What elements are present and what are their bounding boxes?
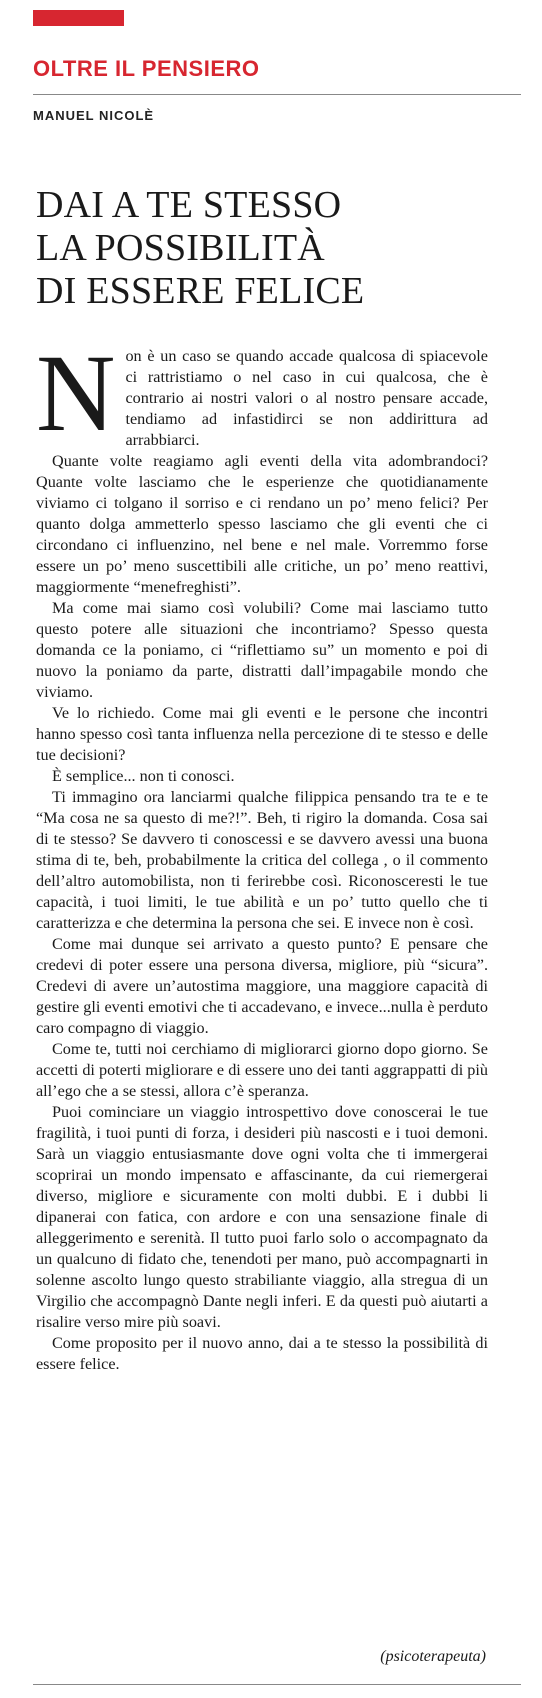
- paragraph: Come te, tutti noi cerchiamo di migliorarci giorno dopo giorno. Se accetti di poterti migliorare e di essere uno dei tanti aggrappatti di più all’ego che a se stessi, allora c’è speranza.: [36, 1040, 488, 1100]
- paragraph: È semplice... non ti conosci.: [52, 767, 235, 785]
- paragraph: Ti immagino ora lanciarmi qualche filippica pensando tra te e te “Ma cosa ne sa questo di me?!”. Beh, ti rigiro la domanda. Cosa sai di te stesso? Se davvero ti conoscessi e se davvero avessi una buona stima di te, beh, probabilmente la critica del collega , o il commento dell’altro automobilista, non ti ferirebbe così. Riconosceresti le tue capacità, i tuoi limiti, le tue abilità e un po’ tutto quello che ti caratterizza e che determina la persona che sei. E invece non è così.: [36, 788, 488, 932]
- headline-line-2: LA POSSIBILITÀ: [36, 227, 325, 269]
- paragraph: Come mai dunque sei arrivato a questo punto? E pensare che credevi di poter essere una persona diversa, migliore, più “sicura”. Credevi di avere un’autostima maggiore, una maggiore capacità di gestire gli eventi emotivi che ti accadevano, e invece...nulla è perduto caro compagno di viaggio.: [36, 935, 488, 1037]
- paragraph: [36, 332, 488, 454]
- divider-bottom: [33, 1684, 521, 1685]
- paragraph: Ma come mai siamo così volubili? Come mai lasciamo tutto questo potere alle situazioni che incontriamo? Spesso questa domanda ce la poniamo, ci “riflettiamo su” un momento e poi di nuovo la poniamo da parte, distratti dall’impagabile mondo che viviamo.: [36, 599, 488, 701]
- section-color-bar: [33, 10, 124, 26]
- paragraph: Quante volte reagiamo agli eventi della vita adombrandoci? Quante volte lasciamo che le esperienze che quotidianamente viviamo ci tolgano il sorriso e ci rendano un po’ meno felici? Per quanto dolga ammetterlo spesso lasciamo che gli eventi che ci circondano ci influenzino, nel bene e nel male. Vorremmo forse essere un po’ meno suscettibili alle critiche, un po’ meno reattivi, maggiormente “menefreghisti”.: [36, 452, 488, 596]
- headline-line-1: DAI A TE STESSO: [36, 184, 342, 226]
- article-headline: [36, 184, 506, 313]
- article-body: [36, 332, 488, 1375]
- author-byline: MANUEL NICOLÈ: [33, 108, 155, 123]
- divider-top: [33, 94, 521, 95]
- drop-cap: N: [36, 332, 116, 454]
- author-signature: (psicoterapeuta): [380, 1648, 486, 1665]
- paragraph: Ve lo richiedo. Come mai gli eventi e le persone che incontri hanno spesso così tanta influenza nella percezione di te stesso e delle tue decisioni?: [36, 704, 488, 764]
- headline-line-3: DI ESSERE FELICE: [36, 270, 365, 312]
- paragraph: Puoi cominciare un viaggio introspettivo dove conoscerai le tue fragilità, i tuoi punti di forza, i desideri più nascosti e i tuoi demoni. Sarà un viaggio entusiasmante dove ogni volta che ti immergerai scoprirai un mondo impensato e affascinante, da cui riemergerai diverso, migliore e sicuramente con molti dubbi. E i dubbi li dipanerai con fatica, con ardore e con una sensazione finale di alleggerimento e serenità. Il tutto puoi farlo solo o accompagnato da un qualcuno di fidato che, tenendoti per mano, può accompagnarti in solenne ascolto lungo questo strabiliante viaggio, alla stregua di un Virgilio che accompagnò Dante negli inferi. E da questi può aiutarti a risalire verso mire più soavi.: [36, 1103, 488, 1331]
- paragraph-text: on è un caso se quando accade qualcosa di spiacevole ci rattristiamo o nel caso in cui qualcosa, che è contrario ai nostri valori o al nostro pensare accade, tendiamo ad infastidirci se non addirittura ad arrabbiarci.: [125, 347, 488, 449]
- column-rubric: OLTRE IL PENSIERO: [33, 56, 260, 81]
- paragraph: Come proposito per il nuovo anno, dai a te stesso la possibilità di essere felice.: [36, 1334, 488, 1373]
